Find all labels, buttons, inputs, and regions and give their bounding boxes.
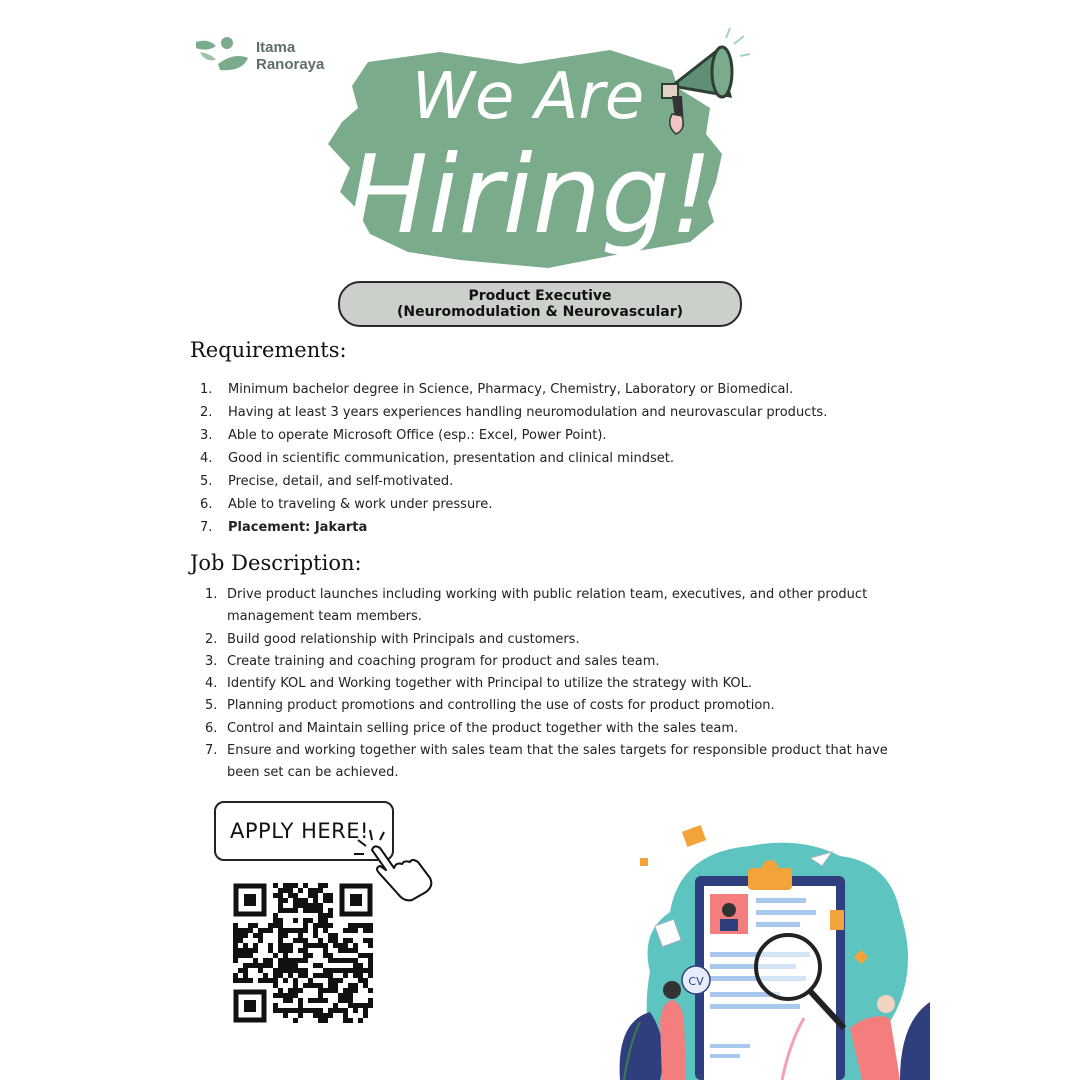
list-item: 2. Build good relationship with Principals and customers.	[205, 631, 580, 647]
list-item: 4. Good in scientific communication, presentation and clinical mindset.	[200, 451, 674, 466]
list-item: 1. Minimum bachelor degree in Science, Pharmacy, Chemistry, Laboratory or Biomedical.	[200, 382, 794, 397]
list-item: 6. Able to traveling & work under pressure.	[200, 497, 493, 512]
job-description-heading: Job Description:	[190, 551, 362, 575]
list-item: 4. Identify KOL and Working together with Principal to utilize the strategy with KOL.	[205, 676, 752, 692]
position-line-2: (Neuromodulation & Neurovascular)	[397, 304, 683, 320]
banner-line-2: Hiring!	[347, 133, 713, 258]
list-item: 1. Drive product launches including working with public relation team, executives, and other product management team members.	[205, 587, 868, 625]
list-item: 5. Precise, detail, and self-motivated.	[200, 474, 454, 489]
job-description-list	[205, 584, 905, 785]
resume-illustration	[600, 822, 930, 1080]
brand-line-1: Itama	[256, 39, 296, 56]
position-title	[338, 281, 742, 327]
requirements-heading: Requirements:	[190, 338, 347, 362]
list-item: 5. Planning product promotions and controlling the use of costs for product promotion.	[205, 698, 775, 714]
cv-badge: CV	[688, 975, 704, 988]
qr-code[interactable]	[233, 883, 373, 1023]
list-item: 2. Having at least 3 years experiences handling neuromodulation and neurovascular products.	[200, 405, 828, 420]
brand-line-2: Ranoraya	[256, 56, 325, 73]
requirements-list	[200, 378, 827, 539]
apply-here-button[interactable]: APPLY HERE!	[214, 801, 394, 861]
banner-line-1: We Are	[411, 60, 645, 134]
list-item: 3. Create training and coaching program for product and sales team.	[205, 653, 660, 669]
position-line-1: Product Executive	[468, 288, 612, 304]
placement-item: 7. Placement: Jakarta	[200, 520, 368, 535]
list-item: 6. Control and Maintain selling price of the product together with the sales team.	[205, 720, 739, 736]
hiring-banner	[320, 22, 750, 274]
list-item: 3. Able to operate Microsoft Office (esp.: Excel, Power Point).	[200, 428, 607, 443]
list-item: 7. Ensure and working together with sales team that the sales targets for responsible product that have been set can be achieved.	[205, 743, 888, 781]
logo-mark	[194, 36, 252, 76]
